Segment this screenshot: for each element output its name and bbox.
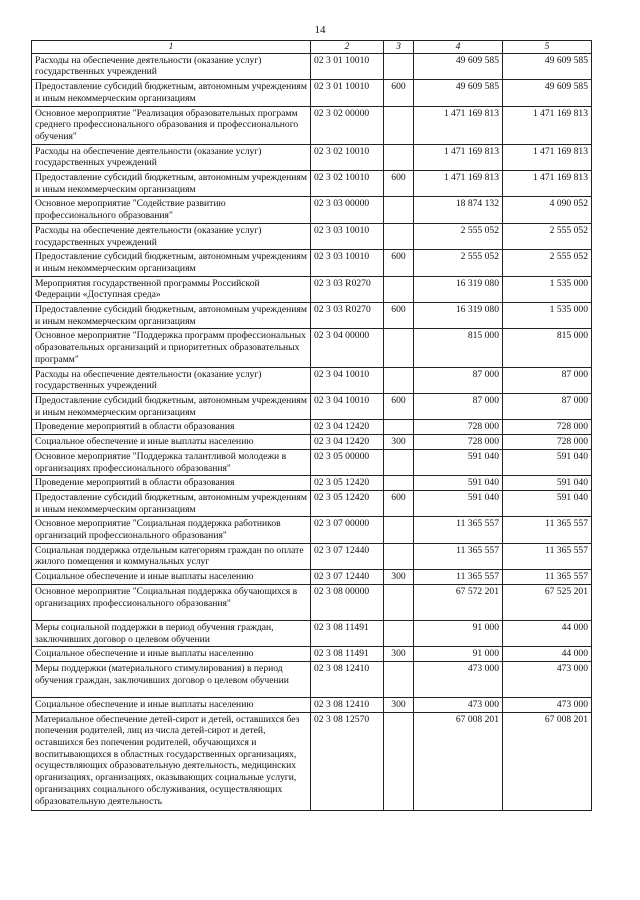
table-row <box>32 647 592 662</box>
row-code-cell: 02 3 03 00000 <box>311 197 384 223</box>
row-code-cell: 02 3 08 00000 <box>311 584 384 620</box>
row-vr-cell <box>384 144 414 170</box>
row-value1-cell: 591 040 <box>414 476 503 491</box>
row-code-cell: 02 3 01 10010 <box>311 80 384 106</box>
row-name-cell: Проведение мероприятий в области образования <box>32 420 311 435</box>
table-row <box>32 276 592 302</box>
row-vr-cell <box>384 53 414 79</box>
table-row <box>32 80 592 106</box>
row-code-cell: 02 3 04 10010 <box>311 393 384 419</box>
row-vr-cell <box>384 367 414 393</box>
table-row <box>32 393 592 419</box>
row-vr-cell: 300 <box>384 647 414 662</box>
row-value2-cell: 1 471 169 813 <box>503 171 592 197</box>
row-vr-cell: 600 <box>384 303 414 329</box>
row-code-cell: 02 3 03 R0270 <box>311 303 384 329</box>
row-vr-cell <box>384 449 414 475</box>
table-row <box>32 53 592 79</box>
row-vr-cell: 300 <box>384 570 414 585</box>
row-code-cell: 02 3 02 00000 <box>311 106 384 144</box>
row-name-cell: Расходы на обеспечение деятельности (оказание услуг) государственных учреждений <box>32 367 311 393</box>
row-name-cell: Меры социальной поддержки в период обучения граждан, заключивших договор о целевом обучении <box>32 620 311 646</box>
row-value2-cell: 1 471 169 813 <box>503 106 592 144</box>
row-value2-cell: 49 609 585 <box>503 80 592 106</box>
table-row <box>32 144 592 170</box>
row-name-cell: Предоставление субсидий бюджетным, автономным учреждениям и иным некоммерческим организациям <box>32 393 311 419</box>
row-name-cell: Социальное обеспечение и иные выплаты населению <box>32 647 311 662</box>
row-code-cell: 02 3 05 00000 <box>311 449 384 475</box>
row-value2-cell: 2 555 052 <box>503 223 592 249</box>
row-value2-cell: 591 040 <box>503 449 592 475</box>
row-vr-cell <box>384 517 414 543</box>
table-row <box>32 543 592 569</box>
row-value1-cell: 591 040 <box>414 490 503 516</box>
row-vr-cell <box>384 476 414 491</box>
row-vr-cell: 300 <box>384 697 414 712</box>
row-name-cell: Основное мероприятие "Социальная поддержка обучающихся в организациях профессионального образования" <box>32 584 311 620</box>
row-name-cell: Меры поддержки (материального стимулирования) в период обучения граждан, заключивших договор о целевом обучении <box>32 661 311 697</box>
row-value2-cell: 728 000 <box>503 435 592 450</box>
row-value2-cell: 44 000 <box>503 620 592 646</box>
row-vr-cell <box>384 661 414 697</box>
table-row <box>32 303 592 329</box>
row-value1-cell: 591 040 <box>414 449 503 475</box>
row-vr-cell <box>384 584 414 620</box>
row-name-cell: Социальное обеспечение и иные выплаты населению <box>32 697 311 712</box>
row-code-cell: 02 3 08 11491 <box>311 620 384 646</box>
table-row <box>32 661 592 697</box>
row-value1-cell: 91 000 <box>414 620 503 646</box>
row-vr-cell <box>384 543 414 569</box>
row-value1-cell: 473 000 <box>414 697 503 712</box>
row-value2-cell: 1 471 169 813 <box>503 144 592 170</box>
row-code-cell: 02 3 08 11491 <box>311 647 384 662</box>
row-value1-cell: 91 000 <box>414 647 503 662</box>
row-vr-cell <box>384 106 414 144</box>
table-row <box>32 223 592 249</box>
row-name-cell: Расходы на обеспечение деятельности (оказание услуг) государственных учреждений <box>32 53 311 79</box>
row-value2-cell: 2 555 052 <box>503 250 592 276</box>
row-vr-cell: 600 <box>384 250 414 276</box>
row-name-cell: Предоставление субсидий бюджетным, автономным учреждениям и иным некоммерческим организациям <box>32 490 311 516</box>
row-vr-cell: 600 <box>384 490 414 516</box>
table-row <box>32 420 592 435</box>
row-code-cell: 02 3 07 12440 <box>311 543 384 569</box>
row-name-cell: Материальное обеспечение детей-сирот и детей, оставшихся без попечения родителей, лиц из числа детей-сирот и детей, оставшихся без попечения родителей, обучающихся и воспитывающихся в областных государственных организациях, осуществляющих образовательную деятельность, медицинских организациях, организациях, оказывающих социальные услуги, организациях социального обслуживания, осуществляющих образовательную деятельность <box>32 712 311 810</box>
row-value2-cell: 67 008 201 <box>503 712 592 810</box>
row-value1-cell: 11 365 557 <box>414 543 503 569</box>
column-header: 1 <box>32 41 311 54</box>
row-vr-cell: 300 <box>384 435 414 450</box>
table-row <box>32 197 592 223</box>
table-row <box>32 435 592 450</box>
row-code-cell: 02 3 05 12420 <box>311 476 384 491</box>
row-code-cell: 02 3 01 10010 <box>311 53 384 79</box>
row-value2-cell: 67 525 201 <box>503 584 592 620</box>
row-name-cell: Основное мероприятие "Социальная поддержка работников организаций профессионального образования" <box>32 517 311 543</box>
row-code-cell: 02 3 08 12410 <box>311 697 384 712</box>
table-row <box>32 517 592 543</box>
table-row <box>32 697 592 712</box>
row-value2-cell: 11 365 557 <box>503 517 592 543</box>
row-vr-cell <box>384 223 414 249</box>
row-code-cell: 02 3 08 12410 <box>311 661 384 697</box>
row-value1-cell: 18 874 132 <box>414 197 503 223</box>
row-code-cell: 02 3 05 12420 <box>311 490 384 516</box>
row-code-cell: 02 3 03 10010 <box>311 223 384 249</box>
row-vr-cell <box>384 620 414 646</box>
table-row <box>32 620 592 646</box>
row-code-cell: 02 3 04 12420 <box>311 435 384 450</box>
row-value2-cell: 728 000 <box>503 420 592 435</box>
row-vr-cell: 600 <box>384 171 414 197</box>
row-value2-cell: 87 000 <box>503 393 592 419</box>
row-code-cell: 02 3 03 10010 <box>311 250 384 276</box>
table-row <box>32 449 592 475</box>
row-value2-cell: 1 535 000 <box>503 276 592 302</box>
table-row <box>32 106 592 144</box>
row-name-cell: Проведение мероприятий в области образования <box>32 476 311 491</box>
row-name-cell: Основное мероприятие "Поддержка талантливой молодежи в организациях профессионального образования" <box>32 449 311 475</box>
table-body <box>32 53 592 810</box>
row-name-cell: Основное мероприятие "Реализация образовательных программ среднего профессионального образования и профессионального обучения" <box>32 106 311 144</box>
row-value2-cell: 49 609 585 <box>503 53 592 79</box>
page-number: 14 <box>314 24 326 36</box>
row-value1-cell: 728 000 <box>414 420 503 435</box>
table-row <box>32 329 592 367</box>
row-vr-cell <box>384 197 414 223</box>
row-value2-cell: 591 040 <box>503 490 592 516</box>
row-name-cell: Предоставление субсидий бюджетным, автономным учреждениям и иным некоммерческим организациям <box>32 80 311 106</box>
row-value1-cell: 1 471 169 813 <box>414 144 503 170</box>
column-header: 3 <box>384 41 414 54</box>
row-value2-cell: 44 000 <box>503 647 592 662</box>
table-header-row <box>32 41 592 54</box>
row-value1-cell: 87 000 <box>414 393 503 419</box>
row-value1-cell: 49 609 585 <box>414 53 503 79</box>
row-vr-cell <box>384 276 414 302</box>
row-name-cell: Основное мероприятие "Поддержка программ профессиональных образовательных организаций и приоритетных образовательных программ" <box>32 329 311 367</box>
budget-table <box>31 40 592 811</box>
row-value1-cell: 67 572 201 <box>414 584 503 620</box>
row-name-cell: Социальное обеспечение и иные выплаты населению <box>32 435 311 450</box>
row-value2-cell: 11 365 557 <box>503 543 592 569</box>
row-value1-cell: 16 319 080 <box>414 303 503 329</box>
table-row <box>32 712 592 810</box>
table-row <box>32 250 592 276</box>
row-value1-cell: 1 471 169 813 <box>414 106 503 144</box>
row-vr-cell <box>384 420 414 435</box>
row-value2-cell: 1 535 000 <box>503 303 592 329</box>
row-code-cell: 02 3 04 10010 <box>311 367 384 393</box>
row-vr-cell: 600 <box>384 80 414 106</box>
row-value2-cell: 473 000 <box>503 661 592 697</box>
row-code-cell: 02 3 03 R0270 <box>311 276 384 302</box>
row-code-cell: 02 3 02 10010 <box>311 144 384 170</box>
row-value1-cell: 67 008 201 <box>414 712 503 810</box>
column-header: 4 <box>414 41 503 54</box>
row-value1-cell: 87 000 <box>414 367 503 393</box>
row-name-cell: Предоставление субсидий бюджетным, автономным учреждениям и иным некоммерческим организациям <box>32 171 311 197</box>
row-name-cell: Предоставление субсидий бюджетным, автономным учреждениям и иным некоммерческим организациям <box>32 250 311 276</box>
row-name-cell: Мероприятия государственной программы Российской Федерации «Доступная среда» <box>32 276 311 302</box>
row-code-cell: 02 3 04 00000 <box>311 329 384 367</box>
row-vr-cell: 600 <box>384 393 414 419</box>
row-code-cell: 02 3 08 12570 <box>311 712 384 810</box>
row-code-cell: 02 3 07 00000 <box>311 517 384 543</box>
row-name-cell: Расходы на обеспечение деятельности (оказание услуг) государственных учреждений <box>32 223 311 249</box>
table-row <box>32 476 592 491</box>
row-name-cell: Основное мероприятие "Содействие развитию профессионального образования" <box>32 197 311 223</box>
row-name-cell: Социальное обеспечение и иные выплаты населению <box>32 570 311 585</box>
row-value1-cell: 2 555 052 <box>414 250 503 276</box>
row-name-cell: Предоставление субсидий бюджетным, автономным учреждениям и иным некоммерческим организациям <box>32 303 311 329</box>
row-value2-cell: 473 000 <box>503 697 592 712</box>
row-value1-cell: 11 365 557 <box>414 517 503 543</box>
table-row <box>32 367 592 393</box>
row-vr-cell <box>384 712 414 810</box>
row-code-cell: 02 3 04 12420 <box>311 420 384 435</box>
column-header: 5 <box>503 41 592 54</box>
row-value2-cell: 4 090 052 <box>503 197 592 223</box>
row-value1-cell: 2 555 052 <box>414 223 503 249</box>
row-value2-cell: 815 000 <box>503 329 592 367</box>
row-value1-cell: 16 319 080 <box>414 276 503 302</box>
row-value1-cell: 1 471 169 813 <box>414 171 503 197</box>
column-header: 2 <box>311 41 384 54</box>
row-value1-cell: 473 000 <box>414 661 503 697</box>
row-value1-cell: 728 000 <box>414 435 503 450</box>
row-code-cell: 02 3 02 10010 <box>311 171 384 197</box>
row-name-cell: Расходы на обеспечение деятельности (оказание услуг) государственных учреждений <box>32 144 311 170</box>
row-code-cell: 02 3 07 12440 <box>311 570 384 585</box>
table-row <box>32 490 592 516</box>
row-value2-cell: 591 040 <box>503 476 592 491</box>
row-value2-cell: 11 365 557 <box>503 570 592 585</box>
table-row <box>32 584 592 620</box>
row-value1-cell: 49 609 585 <box>414 80 503 106</box>
row-value1-cell: 11 365 557 <box>414 570 503 585</box>
table-row <box>32 570 592 585</box>
row-vr-cell <box>384 329 414 367</box>
row-name-cell: Социальная поддержка отдельным категориям граждан по оплате жилого помещения и коммунальных услуг <box>32 543 311 569</box>
table-row <box>32 171 592 197</box>
row-value1-cell: 815 000 <box>414 329 503 367</box>
row-value2-cell: 87 000 <box>503 367 592 393</box>
